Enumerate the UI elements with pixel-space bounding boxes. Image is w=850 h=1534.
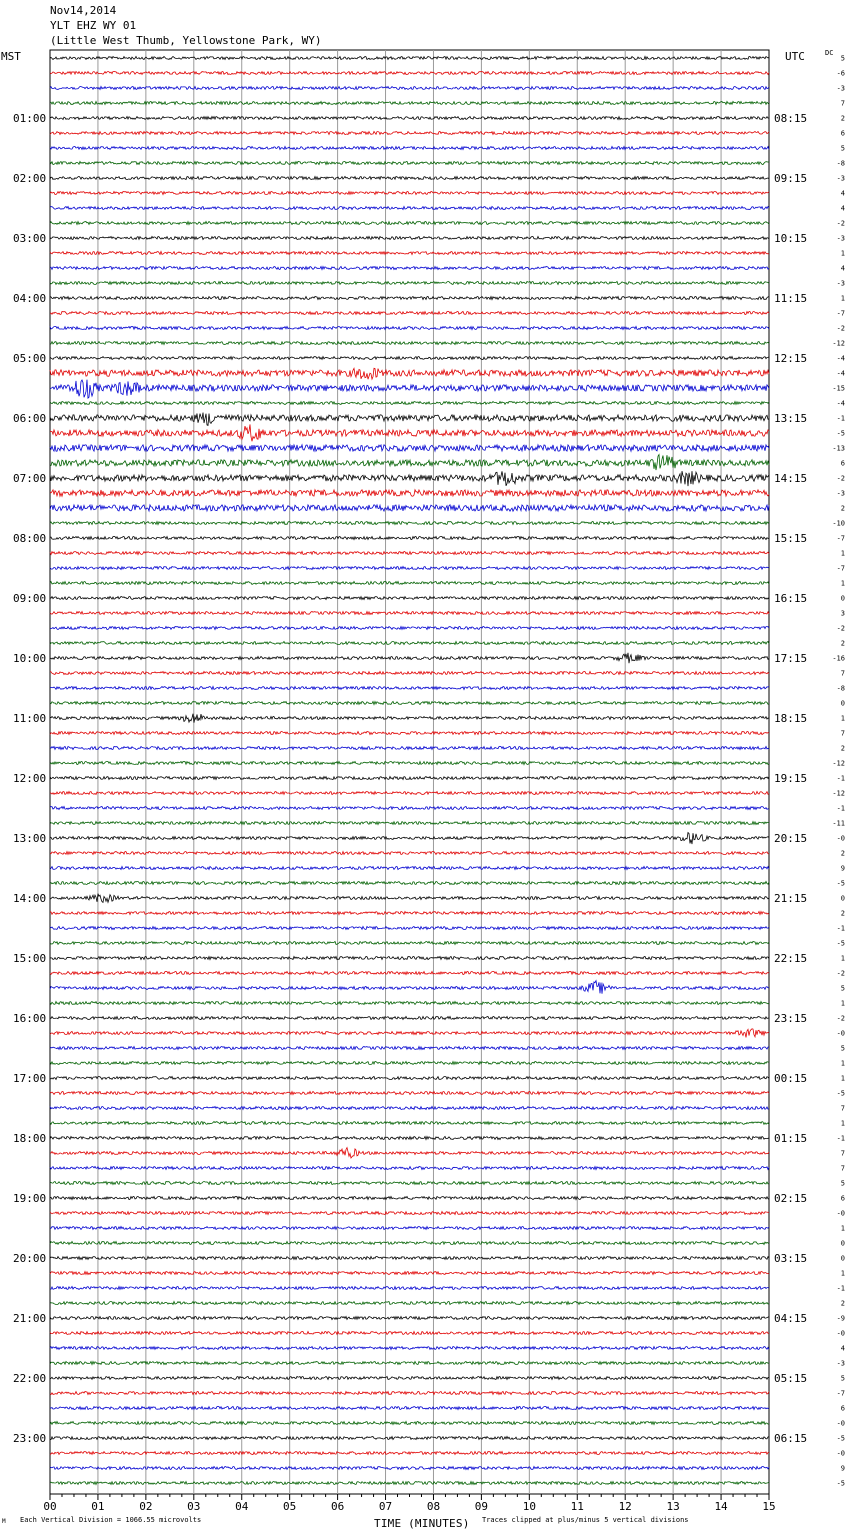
dc-offset-value: -2 (836, 474, 845, 483)
dc-offset-value: -11 (832, 819, 845, 828)
trace-row (50, 822, 769, 825)
dc-offset-value: -1 (836, 924, 845, 933)
dc-offset-value: -3 (836, 174, 845, 183)
dc-offset-value: 9 (840, 864, 845, 873)
dc-offset-value: 1 (840, 1119, 845, 1128)
dc-offset-value: 2 (840, 849, 845, 858)
left-hour-label: 05:00 (13, 352, 47, 365)
dc-offset-value: -7 (836, 564, 845, 573)
dc-offset-value: -0 (836, 1329, 845, 1338)
dc-offset-value: -3 (836, 489, 845, 498)
left-hour-label: 09:00 (13, 592, 47, 605)
left-hour-label: 17:00 (13, 1072, 47, 1085)
x-tick-label: 05 (283, 1500, 297, 1513)
dc-offset-value: 1 (840, 294, 845, 303)
dc-offset-value: -12 (832, 339, 845, 348)
trace-row (50, 237, 769, 240)
trace-row (50, 1212, 769, 1215)
trace-row (50, 1437, 769, 1440)
right-hour-label: 03:15 (774, 1252, 808, 1265)
dc-offset-value: -0 (836, 1209, 845, 1218)
x-tick-label: 11 (570, 1500, 584, 1513)
trace-row (50, 1182, 769, 1185)
plot-frame (50, 50, 769, 1494)
dc-offset-value: -5 (836, 1089, 845, 1098)
dc-offset-value: -1 (836, 774, 845, 783)
trace-row (50, 177, 769, 180)
dc-offset-value: -8 (836, 159, 845, 168)
dc-offset-value: -2 (836, 624, 845, 633)
trace-row (50, 1107, 769, 1110)
dc-offset-value: 6 (840, 129, 845, 138)
trace-row (50, 1167, 769, 1170)
trace-row (50, 1287, 769, 1290)
trace-row (50, 1148, 769, 1158)
dc-offset-value: -8 (836, 684, 845, 693)
dc-offset-value: 4 (840, 204, 845, 213)
left-hour-label: 19:00 (13, 1192, 47, 1205)
dc-offset-value: -2 (836, 969, 845, 978)
left-hour-label: 18:00 (13, 1132, 47, 1145)
dc-offset-value: 7 (840, 729, 845, 738)
right-hour-label: 11:15 (774, 292, 808, 305)
trace-row (50, 327, 769, 330)
trace-row (50, 162, 769, 165)
left-hour-label: 21:00 (13, 1312, 47, 1325)
dc-offset-value: 7 (840, 1164, 845, 1173)
trace-row (50, 1332, 769, 1335)
left-timezone-label: MST (1, 50, 21, 63)
trace-row (50, 1047, 769, 1050)
dc-offset-value: -3 (836, 84, 845, 93)
dc-offset-value: 3 (840, 609, 845, 618)
trace-row (50, 894, 769, 903)
trace-row (50, 1452, 769, 1455)
trace-row (50, 1302, 769, 1305)
left-hour-label: 11:00 (13, 712, 47, 725)
dc-offset-value: 5 (840, 1044, 845, 1053)
trace-row (50, 1362, 769, 1365)
right-hour-label: 17:15 (774, 652, 808, 665)
chart-date: Nov14,2014 (50, 4, 117, 17)
dc-offset-value: 1 (840, 954, 845, 963)
trace-row (50, 282, 769, 285)
dc-offset-value: -3 (836, 1359, 845, 1368)
x-tick-label: 03 (187, 1500, 201, 1513)
trace-row (50, 537, 769, 540)
right-hour-label: 19:15 (774, 772, 808, 785)
x-tick-label: 02 (139, 1500, 153, 1513)
trace-row (50, 147, 769, 150)
trace-row (50, 957, 769, 960)
dc-offset-value: 2 (840, 114, 845, 123)
trace-row (50, 368, 769, 379)
dc-offset-value: -7 (836, 1389, 845, 1398)
right-hour-label: 16:15 (774, 592, 808, 605)
left-hour-label: 15:00 (13, 952, 47, 965)
right-hour-label: 01:15 (774, 1132, 808, 1145)
dc-offset-value: 1 (840, 999, 845, 1008)
x-tick-label: 00 (43, 1500, 57, 1513)
trace-row (50, 72, 769, 75)
dc-offset-value: 1 (840, 1269, 845, 1278)
trace-row (50, 833, 769, 845)
trace-row (50, 597, 769, 600)
trace-row (50, 942, 769, 945)
x-tick-label: 08 (426, 1500, 441, 1513)
trace-row (50, 1317, 769, 1320)
trace-row (50, 1062, 769, 1065)
left-hour-label: 08:00 (13, 532, 47, 545)
left-hour-label: 13:00 (13, 832, 47, 845)
left-hour-label: 10:00 (13, 652, 47, 665)
dc-offset-value: -16 (832, 654, 845, 663)
dc-offset-value: 5 (840, 144, 845, 153)
footer-mark: M (2, 1518, 6, 1525)
trace-row (50, 762, 769, 765)
trace-row (50, 1272, 769, 1275)
trace-row (50, 672, 769, 675)
dc-offset-value: -10 (832, 519, 845, 528)
trace-row (50, 852, 769, 855)
dc-offset-value: 0 (840, 894, 845, 903)
right-hour-label: 04:15 (774, 1312, 808, 1325)
station-code: YLT EHZ WY 01 (50, 19, 137, 32)
dc-offset-value: 0 (840, 1254, 845, 1263)
dc-offset-value: -7 (836, 309, 845, 318)
dc-offset-value: 6 (840, 459, 845, 468)
right-hour-label: 14:15 (774, 472, 808, 485)
left-hour-label: 12:00 (13, 772, 47, 785)
trace-row (50, 357, 769, 360)
trace-row (50, 424, 769, 441)
dc-offset-value: -5 (836, 1434, 845, 1443)
trace-row (50, 882, 769, 885)
right-hour-label: 23:15 (774, 1012, 808, 1025)
trace-row (50, 1242, 769, 1245)
trace-row (50, 252, 769, 255)
trace-row (50, 1482, 769, 1485)
dc-offset-value: 5 (840, 1179, 845, 1188)
right-hour-label: 13:15 (774, 412, 808, 425)
trace-row (50, 1017, 769, 1020)
trace-row (50, 57, 769, 60)
left-hour-label: 23:00 (13, 1432, 47, 1445)
dc-offset-value: 7 (840, 1149, 845, 1158)
dc-offset-value: 1 (840, 579, 845, 588)
trace-row (50, 1029, 769, 1038)
dc-offset-value: 2 (840, 504, 845, 513)
trace-row (50, 714, 769, 723)
right-hour-label: 10:15 (774, 232, 808, 245)
trace-row (50, 312, 769, 315)
x-tick-label: 09 (474, 1500, 489, 1513)
trace-row (50, 192, 769, 195)
dc-offset-value: 5 (840, 984, 845, 993)
clipping-note: Traces clipped at plus/minus 5 vertical divisions (482, 1516, 689, 1524)
trace-row (50, 1197, 769, 1200)
dc-offset-value: -13 (832, 444, 845, 453)
x-tick-label: 14 (714, 1500, 728, 1513)
dc-offset-value: 2 (840, 639, 845, 648)
dc-offset-value: -0 (836, 1029, 845, 1038)
dc-offset-value: -1 (836, 1284, 845, 1293)
right-hour-labels (774, 112, 807, 1445)
dc-offset-value: -3 (836, 234, 845, 243)
vertical-scale-note: Each Vertical Division = 1066.55 microvolts (20, 1516, 202, 1524)
dc-offset-value: -0 (836, 1449, 845, 1458)
dc-offset-value: -2 (836, 324, 845, 333)
trace-row (50, 207, 769, 210)
dc-offset-value: -15 (832, 384, 845, 393)
station-location: (Little West Thumb, Yellowstone Park, WY) (50, 34, 322, 47)
trace-row (50, 792, 769, 795)
dc-offset-value: 1 (840, 1059, 845, 1068)
dc-offset-value: -0 (836, 834, 845, 843)
dc-offset-value: 0 (840, 1239, 845, 1248)
trace-row (50, 1407, 769, 1410)
x-tick-label: 07 (378, 1500, 393, 1513)
dc-offset-value: -5 (836, 1479, 845, 1488)
dc-offset-value: -2 (836, 219, 845, 228)
trace-row (50, 732, 769, 735)
dc-offset-value: -2 (836, 1014, 845, 1023)
right-hour-label: 00:15 (774, 1072, 808, 1085)
dc-offset-value: 4 (840, 1344, 845, 1353)
dc-offset-value: -12 (832, 759, 845, 768)
trace-row (50, 1092, 769, 1095)
dc-offset-value: 9 (840, 1464, 845, 1473)
right-hour-label: 20:15 (774, 832, 808, 845)
right-hour-label: 08:15 (774, 112, 808, 125)
left-hour-label: 22:00 (13, 1372, 47, 1385)
dc-offset-header: DC (825, 49, 834, 57)
right-hour-label: 09:15 (774, 172, 808, 185)
dc-offset-value: -4 (836, 399, 845, 408)
trace-row (50, 1467, 769, 1470)
dc-offset-value: -6 (836, 69, 845, 78)
right-timezone-label: UTC (785, 50, 805, 63)
dc-offset-value: -5 (836, 879, 845, 888)
right-hour-label: 15:15 (774, 532, 808, 545)
trace-row (50, 380, 769, 398)
dc-offset-value: 1 (840, 549, 845, 558)
left-hour-label: 07:00 (13, 472, 47, 485)
trace-row (50, 1002, 769, 1005)
x-tick-label: 10 (522, 1500, 536, 1513)
trace-row (50, 297, 769, 300)
trace-row (50, 552, 769, 555)
dc-offset-value: 6 (840, 1404, 845, 1413)
x-tick-label: 01 (91, 1500, 105, 1513)
dc-offset-value: -3 (836, 279, 845, 288)
dc-offset-value: 7 (840, 1104, 845, 1113)
trace-row (50, 342, 769, 345)
trace-row (50, 777, 769, 780)
dc-offset-value: 2 (840, 744, 845, 753)
dc-offset-value: -5 (836, 939, 845, 948)
dc-offset-value: 1 (840, 249, 845, 258)
dc-offset-value: -4 (836, 369, 845, 378)
right-hour-label: 05:15 (774, 1372, 808, 1385)
dc-offset-value: -7 (836, 534, 845, 543)
trace-row (50, 927, 769, 930)
trace-row (50, 267, 769, 270)
left-hour-labels (13, 112, 46, 1445)
trace-row (50, 102, 769, 105)
left-hour-label: 01:00 (13, 112, 47, 125)
dc-offset-value: 0 (840, 699, 845, 708)
trace-row (50, 867, 769, 870)
dc-offset-value: 5 (840, 54, 845, 63)
x-tick-label: 06 (330, 1500, 345, 1513)
trace-row (50, 567, 769, 570)
dc-offsets (832, 55, 845, 1488)
x-axis (43, 1494, 775, 1513)
dc-offset-value: -4 (836, 354, 845, 363)
dc-offset-value: 4 (840, 264, 845, 273)
dc-offset-value: 0 (840, 594, 845, 603)
trace-row (50, 471, 769, 486)
right-hour-label: 02:15 (774, 1192, 808, 1205)
x-tick-label: 13 (666, 1500, 680, 1513)
left-hour-label: 04:00 (13, 292, 47, 305)
x-tick-label: 12 (618, 1500, 632, 1513)
trace-row (50, 1422, 769, 1425)
dc-offset-value: 6 (840, 1194, 845, 1203)
trace-row (50, 413, 769, 426)
dc-offset-value: 1 (840, 714, 845, 723)
trace-row (50, 1257, 769, 1260)
trace-row (50, 522, 769, 525)
dc-offset-value: -0 (836, 1419, 845, 1428)
trace-row (50, 1122, 769, 1125)
x-tick-label: 15 (762, 1500, 776, 1513)
dc-offset-value: -1 (836, 1134, 845, 1143)
dc-offset-value: 4 (840, 189, 845, 198)
trace-row (50, 653, 769, 663)
trace-row (50, 455, 769, 471)
dc-offset-value: 1 (840, 1224, 845, 1233)
trace-row (50, 132, 769, 135)
trace-row (50, 687, 769, 690)
trace-row (50, 912, 769, 915)
dc-offset-value: 1 (840, 1074, 845, 1083)
x-axis-title: TIME (MINUTES) (374, 1517, 470, 1530)
trace-row (50, 981, 769, 994)
trace-row (50, 445, 769, 451)
trace-row (50, 117, 769, 120)
x-tick-label: 04 (235, 1500, 249, 1513)
trace-row (50, 612, 769, 615)
trace-row (50, 1227, 769, 1230)
trace-row (50, 1137, 769, 1140)
trace-row (50, 222, 769, 225)
left-hour-label: 16:00 (13, 1012, 47, 1025)
trace-row (50, 807, 769, 810)
trace-row (50, 1377, 769, 1380)
right-hour-label: 18:15 (774, 712, 808, 725)
right-hour-label: 12:15 (774, 352, 808, 365)
left-hour-label: 02:00 (13, 172, 47, 185)
dc-offset-value: -1 (836, 804, 845, 813)
trace-row (50, 490, 769, 496)
dc-offset-value: 7 (840, 99, 845, 108)
trace-row (50, 747, 769, 750)
dc-offset-value: 7 (840, 669, 845, 678)
right-hour-label: 06:15 (774, 1432, 808, 1445)
trace-row (50, 402, 769, 405)
seismic-traces (50, 57, 769, 1485)
dc-offset-value: 5 (840, 1374, 845, 1383)
right-hour-label: 22:15 (774, 952, 808, 965)
trace-row (50, 702, 769, 705)
right-hour-label: 21:15 (774, 892, 808, 905)
dc-offset-value: 2 (840, 1299, 845, 1308)
dc-offset-value: -5 (836, 429, 845, 438)
dc-offset-value: 2 (840, 909, 845, 918)
trace-row (50, 1077, 769, 1080)
trace-row (50, 87, 769, 90)
trace-row (50, 642, 769, 645)
left-hour-label: 14:00 (13, 892, 47, 905)
trace-row (50, 627, 769, 630)
dc-offset-value: -12 (832, 789, 845, 798)
left-hour-label: 20:00 (13, 1252, 47, 1265)
left-hour-label: 06:00 (13, 412, 47, 425)
trace-row (50, 582, 769, 585)
dc-offset-value: -1 (836, 414, 845, 423)
trace-row (50, 972, 769, 975)
minute-grid (50, 50, 769, 1494)
trace-row (50, 1392, 769, 1395)
left-hour-label: 03:00 (13, 232, 47, 245)
trace-row (50, 505, 769, 511)
trace-row (50, 1347, 769, 1350)
dc-offset-value: -9 (836, 1314, 845, 1323)
